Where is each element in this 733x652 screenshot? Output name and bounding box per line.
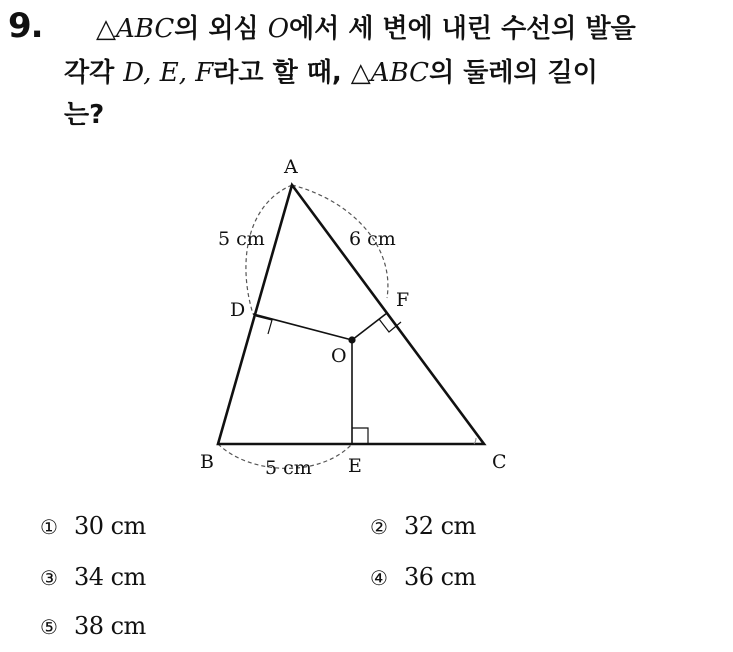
text-fragment: 의 외심 bbox=[174, 14, 268, 44]
label-c: C bbox=[492, 451, 507, 473]
choice-3[interactable] bbox=[40, 563, 146, 591]
triangle-name: ABC bbox=[116, 14, 175, 44]
circumcenter-point bbox=[348, 336, 355, 343]
segment-od bbox=[253, 314, 352, 340]
foot-points: D, E, F bbox=[123, 58, 214, 88]
right-angle-mark-e bbox=[352, 428, 368, 444]
choice-2[interactable] bbox=[370, 512, 476, 540]
label-a: A bbox=[284, 156, 298, 178]
circumcenter-name: O bbox=[267, 14, 290, 44]
triangle-name: ABC bbox=[370, 58, 430, 88]
label-f: F bbox=[396, 289, 410, 311]
choice-1[interactable] bbox=[40, 512, 146, 540]
choice-value: 34 cm bbox=[73, 563, 146, 591]
choice-value: 32 cm bbox=[403, 512, 476, 540]
length-ad: 5 cm bbox=[218, 228, 265, 250]
choice-4[interactable] bbox=[370, 563, 476, 591]
label-o: O bbox=[331, 345, 347, 367]
choice-5[interactable] bbox=[40, 612, 146, 640]
label-d: D bbox=[230, 299, 246, 321]
text-fragment: 에서 세 변에 내린 수선의 발을 bbox=[289, 14, 636, 44]
length-af: 6 cm bbox=[349, 228, 396, 250]
choice-mark: ④ bbox=[370, 566, 388, 590]
text-fragment: 각각 bbox=[64, 58, 124, 88]
choice-mark: ① bbox=[40, 515, 58, 539]
label-e: E bbox=[348, 455, 362, 477]
choice-mark: ⑤ bbox=[40, 615, 58, 639]
length-be: 5 cm bbox=[265, 457, 312, 479]
segment-of bbox=[352, 313, 387, 340]
label-b: B bbox=[200, 451, 214, 473]
text-fragment: 의 둘레의 길이 bbox=[429, 58, 598, 88]
right-angle-mark-f bbox=[379, 319, 401, 332]
choice-mark: ③ bbox=[40, 566, 58, 590]
choice-value: 30 cm bbox=[73, 512, 146, 540]
choice-value: 36 cm bbox=[403, 563, 476, 591]
question-number: 9. bbox=[8, 6, 43, 46]
choice-value: 38 cm bbox=[73, 612, 146, 640]
text-fragment: 라고 할 때, △ bbox=[213, 58, 371, 88]
question-text-line-3: 는? bbox=[64, 100, 105, 130]
choice-mark: ② bbox=[370, 515, 388, 539]
triangle-symbol: △ bbox=[96, 14, 116, 44]
